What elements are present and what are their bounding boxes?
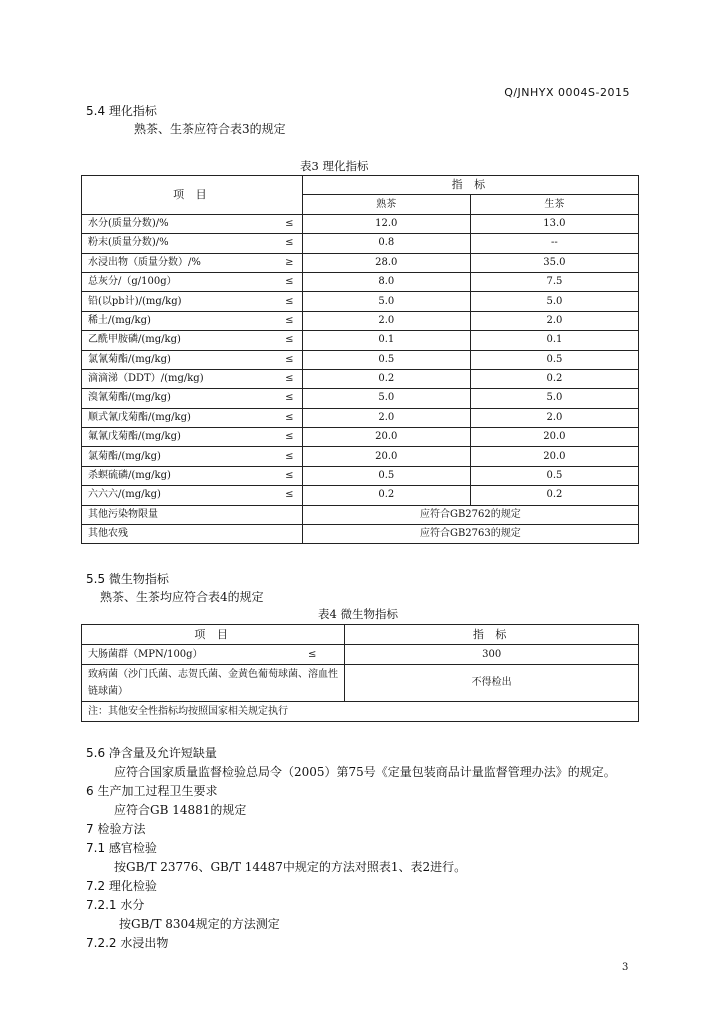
table3-row-raw-value: 35.0 xyxy=(470,253,638,272)
section-6-title: 6 生产加工过程卫生要求 xyxy=(86,784,218,798)
table3-row-raw-value: 2.0 xyxy=(470,408,638,427)
table3-row-ripe-value: 28.0 xyxy=(302,253,470,272)
table3-row-raw-value: 0.2 xyxy=(470,486,638,505)
table3-row-raw-value: 5.0 xyxy=(470,389,638,408)
table3-row-operator: ≤ xyxy=(283,486,302,505)
table3-row-ripe-value: 20.0 xyxy=(302,428,470,447)
table3-row-ripe-value: 2.0 xyxy=(302,408,470,427)
table3-row-other-pesticides-value: 应符合GB2763的规定 xyxy=(302,525,638,544)
table3-row-ripe-value: 0.5 xyxy=(302,466,470,485)
table4-microbiological xyxy=(81,624,639,722)
table3-row-operator: ≤ xyxy=(283,408,302,427)
table3-col-index: 指 标 xyxy=(302,176,638,195)
table4-note: 注：其他安全性指标均按照国家相关规定执行 xyxy=(82,702,639,722)
table-row xyxy=(82,505,639,524)
table3-row-name: 水分(质量分数)/% xyxy=(82,214,284,233)
table-row xyxy=(82,272,639,291)
table-row xyxy=(82,311,639,330)
section-6-text: 应符合GB 14881的规定 xyxy=(114,803,247,817)
table3-row-name: 顺式氰戊菊酯/(mg/kg) xyxy=(82,408,284,427)
table3-row-name: 粉末(质量分数)/% xyxy=(82,234,284,253)
section-5-4-title: 5.4 理化指标 xyxy=(86,104,157,118)
table3-row-raw-value: 2.0 xyxy=(470,311,638,330)
section-7-2-1-text: 按GB/T 8304规定的方法测定 xyxy=(119,917,280,931)
table3-row-raw-value: 5.0 xyxy=(470,292,638,311)
table4-col-index: 指 标 xyxy=(345,625,639,645)
table4-row1-name: 大肠菌群（MPN/100g） xyxy=(82,645,307,665)
table3-row-raw-value: 13.0 xyxy=(470,214,638,233)
table-row xyxy=(82,486,639,505)
table3-row-operator: ≤ xyxy=(283,311,302,330)
table3-row-ripe-value: 0.2 xyxy=(302,486,470,505)
table-row xyxy=(82,350,639,369)
table3-row-ripe-value: 0.8 xyxy=(302,234,470,253)
table3-col-ripe: 熟茶 xyxy=(302,195,470,214)
table-row xyxy=(82,525,639,544)
section-7-2-2-title: 7.2.2 水浸出物 xyxy=(86,936,169,950)
table3-caption: 表3 理化指标 xyxy=(300,159,369,173)
table3-row-operator: ≤ xyxy=(283,447,302,466)
table3-row-operator: ≤ xyxy=(283,389,302,408)
section-5-5-title: 5.5 微生物指标 xyxy=(86,572,169,586)
table-row xyxy=(82,665,639,702)
table3-row-other-contaminants-value: 应符合GB2762的规定 xyxy=(302,505,638,524)
table3-row-raw-value: -- xyxy=(470,234,638,253)
table-row xyxy=(82,234,639,253)
table3-col-item: 项 目 xyxy=(82,176,303,215)
table-row xyxy=(82,466,639,485)
table4-col-item: 项 目 xyxy=(82,625,345,645)
table-row xyxy=(82,331,639,350)
table3-row-name: 总灰分/（g/100g） xyxy=(82,272,284,291)
section-7-title: 7 检验方法 xyxy=(86,822,146,836)
table3-row-operator: ≤ xyxy=(283,292,302,311)
table3-row-raw-value: 7.5 xyxy=(470,272,638,291)
page-number: 3 xyxy=(622,962,629,973)
table-row xyxy=(82,702,639,722)
table3-row-ripe-value: 0.1 xyxy=(302,331,470,350)
table3-row-name: 水浸出物（质量分数）/% xyxy=(82,253,284,272)
table3-row-name: 氟氰戊菊酯/(mg/kg) xyxy=(82,428,284,447)
table3-row-operator: ≤ xyxy=(283,369,302,388)
table4-row2-name: 致病菌（沙门氏菌、志贺氏菌、金黄色葡萄球菌、溶血性链球菌） xyxy=(82,665,345,702)
table-row xyxy=(82,645,639,665)
section-7-2-title: 7.2 理化检验 xyxy=(86,879,157,893)
section-5-6-text: 应符合国家质量监督检验总局令（2005）第75号《定量包装商品计量监督管理办法》的规定。 xyxy=(114,765,616,779)
table3-row-ripe-value: 5.0 xyxy=(302,292,470,311)
table3-row-name: 稀土/(mg/kg) xyxy=(82,311,284,330)
table3-row-raw-value: 0.5 xyxy=(470,350,638,369)
table3-row-operator: ≤ xyxy=(283,331,302,350)
table3-row-ripe-value: 20.0 xyxy=(302,447,470,466)
table3-row-operator: ≥ xyxy=(283,253,302,272)
table-row xyxy=(82,369,639,388)
table3-row-name: 滴滴涕（DDT）/(mg/kg) xyxy=(82,369,284,388)
table3-row-name: 铅(以pb计)/(mg/kg) xyxy=(82,292,284,311)
table3-row-ripe-value: 2.0 xyxy=(302,311,470,330)
table4-row2-value: 不得检出 xyxy=(345,665,639,702)
section-7-1-text: 按GB/T 23776、GB/T 14487中规定的方法对照表1、表2进行。 xyxy=(114,860,467,874)
table-row xyxy=(82,292,639,311)
section-5-6-title: 5.6 净含量及允许短缺量 xyxy=(86,746,217,760)
table3-row-operator: ≤ xyxy=(283,350,302,369)
table3-row-ripe-value: 0.5 xyxy=(302,350,470,369)
section-5-5-text: 熟茶、生茶均应符合表4的规定 xyxy=(100,590,264,604)
table3-row-operator: ≤ xyxy=(283,214,302,233)
table3-row-name: 乙酰甲胺磷/(mg/kg) xyxy=(82,331,284,350)
section-7-2-1-title: 7.2.1 水分 xyxy=(86,898,145,912)
table3-row-raw-value: 0.1 xyxy=(470,331,638,350)
table3-row-other-pesticides-name: 其他农残 xyxy=(82,525,303,544)
table-row xyxy=(82,447,639,466)
standard-code: Q/JNHYX 0004S-2015 xyxy=(504,86,630,99)
table-row xyxy=(82,253,639,272)
table3-row-operator: ≤ xyxy=(283,466,302,485)
table-row xyxy=(82,214,639,233)
table3-row-name: 杀螟硫磷/(mg/kg) xyxy=(82,466,284,485)
table3-row-name: 溴氰菊酯/(mg/kg) xyxy=(82,389,284,408)
table3-row-other-contaminants-name: 其他污染物限量 xyxy=(82,505,303,524)
table3-row-name: 氯氰菊酯/(mg/kg) xyxy=(82,350,284,369)
table3-row-raw-value: 0.2 xyxy=(470,369,638,388)
table4-row1-op: ≤ xyxy=(306,645,345,665)
table3-row-operator: ≤ xyxy=(283,272,302,291)
table3-row-ripe-value: 12.0 xyxy=(302,214,470,233)
table3-row-ripe-value: 0.2 xyxy=(302,369,470,388)
table4-caption: 表4 微生物指标 xyxy=(318,607,398,621)
table3-row-name: 氯菊酯/(mg/kg) xyxy=(82,447,284,466)
table3-row-raw-value: 20.0 xyxy=(470,447,638,466)
table3-physicochemical xyxy=(81,175,639,544)
table-row xyxy=(82,428,639,447)
table-row xyxy=(82,389,639,408)
table3-row-name: 六六六/(mg/kg) xyxy=(82,486,284,505)
table3-row-operator: ≤ xyxy=(283,428,302,447)
table3-row-ripe-value: 5.0 xyxy=(302,389,470,408)
table3-row-raw-value: 0.5 xyxy=(470,466,638,485)
table3-row-raw-value: 20.0 xyxy=(470,428,638,447)
table3-col-raw: 生茶 xyxy=(470,195,638,214)
table-row xyxy=(82,408,639,427)
table3-row-operator: ≤ xyxy=(283,234,302,253)
section-7-1-title: 7.1 感官检验 xyxy=(86,841,157,855)
table3-row-ripe-value: 8.0 xyxy=(302,272,470,291)
table4-row1-value: 300 xyxy=(345,645,639,665)
section-5-4-text: 熟茶、生茶应符合表3的规定 xyxy=(134,122,286,136)
